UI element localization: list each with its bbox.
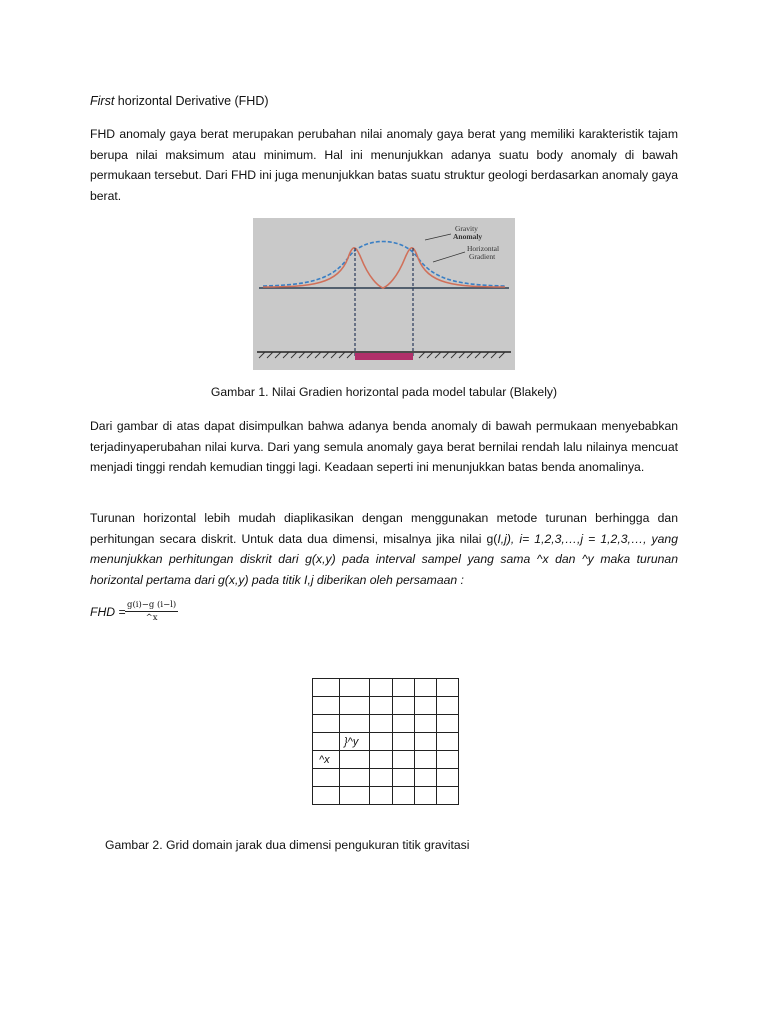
gradient-model-illustration [253, 218, 515, 370]
formula-denominator: ^x [145, 613, 158, 623]
gravity-label-pointer [425, 234, 451, 240]
figure-2-caption: Gambar 2. Grid domain jarak dua dimensi pengukuran titik gravitasi [105, 838, 470, 852]
paragraph-2: Dari gambar di atas dapat disimpulkan bahwa adanya benda anomaly di bawah permukaan menyebabkan terjadinyaperubahan nilai kurva. Dari yang semula anomaly gaya berat bernilai rendah lalu nilainya mencuat menjadi tinggi rendah kemudian tinggi lagi. Keadaan seperti ini menunjukkan batas benda anomalinya. [90, 419, 678, 474]
grid-label-dx: ^x [319, 753, 330, 766]
section-heading [90, 94, 269, 108]
anomalous-body [355, 353, 413, 360]
formula-fraction [125, 600, 178, 623]
formula-numerator: g(i)−g (i−l) [127, 600, 177, 610]
paragraph-3-text: Turunan horizontal lebih mudah diaplikasikan dengan menggunakan metode turunan berhingga dan perhitungan secara diskrit. Untuk data dua dimensi, misalnya jika nilai g( [90, 511, 678, 546]
gradient-label-pointer [433, 252, 465, 262]
grid-row [313, 733, 459, 751]
grid-row [313, 715, 459, 733]
figure-1-caption: Gambar 1. Nilai Gradien horizontal pada model tabular (Blakely) [210, 385, 558, 399]
paragraph-3 [90, 508, 678, 590]
grid-label-dy: }^y [344, 735, 359, 748]
heading-italic: First [90, 94, 115, 108]
gradient-label-line2: Gradient [469, 252, 496, 261]
figure-1-gradient-model [253, 218, 515, 370]
grid-row [313, 769, 459, 787]
sampling-grid [312, 678, 459, 805]
gravity-label-line1: Gravity [455, 224, 478, 233]
gravity-label-line2: Anomaly [453, 232, 483, 241]
paragraph-3-italic: I,j), i= 1,2,3,…,j = 1,2,3,…, yang menunjukkan perhitungan diskrit dari g(x,y) pada interval sampel yang sama ^x dan ^y maka turunan horizontal pertama dari g(x,y) pada titik I,j diberikan oleh persamaan : [90, 531, 678, 587]
formula-lhs: FHD = [90, 605, 126, 619]
grid-row [313, 697, 459, 715]
gradient-label-line1: Horizontal [467, 244, 500, 253]
grid-row [313, 787, 459, 805]
paragraph-1: FHD anomaly gaya berat merupakan perubahan nilai anomaly gaya berat yang memiliki karakteristik tajam berupa nilai maksimum atau minimum. Hal ini menunjukkan adanya suatu body anomaly di bawah permukaan tersebut. Dari FHD ini juga menunjukkan batas suatu struktur geologi berdasarkan anomaly gaya berat. [90, 127, 678, 203]
grid-row [313, 751, 459, 769]
heading-text: horizontal Derivative (FHD) [114, 94, 269, 108]
grid-row [313, 679, 459, 697]
